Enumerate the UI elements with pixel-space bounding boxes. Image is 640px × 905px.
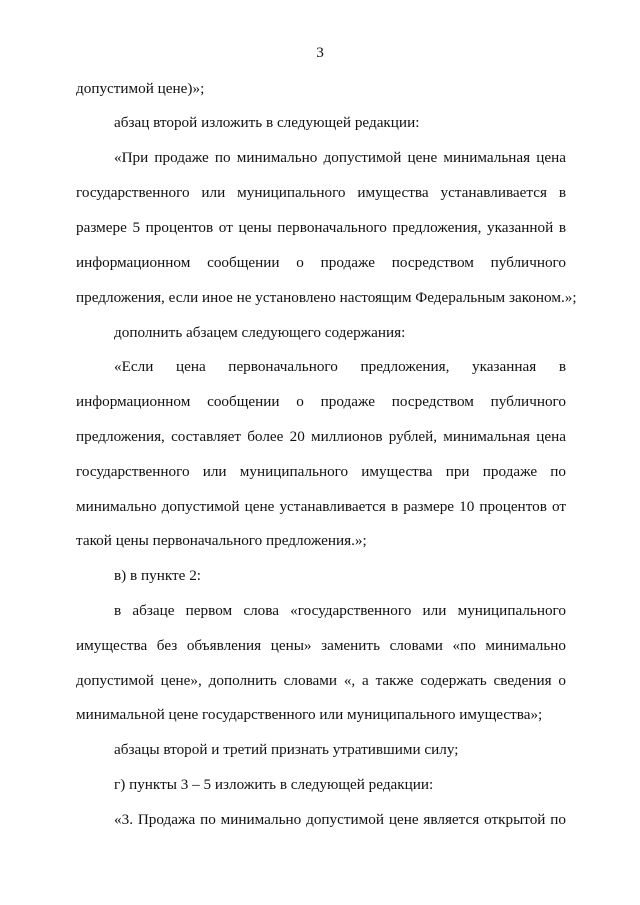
text-line: в) в пункте 2:: [114, 567, 202, 584]
text-line: «Если цена первоначального предложения, указанная в: [114, 358, 566, 375]
text-line: минимально допустимой цене устанавливается в размере 10 процентов от: [76, 498, 566, 515]
text-line: минимальной цене государственного или муниципального имущества»;: [76, 706, 543, 723]
text-line: государственного или муниципального имущества устанавливается в: [76, 184, 566, 201]
text-line: допустимой цене)»;: [76, 80, 205, 97]
text-line: «3. Продажа по минимально допустимой цене является открытой по: [114, 811, 566, 828]
text-line: «При продаже по минимально допустимой цене минимальная цена: [114, 149, 566, 166]
text-line: в абзаце первом слова «государственного или муниципального: [114, 602, 566, 619]
text-line: г) пункты 3 – 5 изложить в следующей редакции:: [114, 776, 434, 793]
text-line: такой цены первоначального предложения.»;: [76, 532, 367, 549]
text-line: имущества без объявления цены» заменить словами «по минимально: [76, 637, 566, 654]
text-line: абзац второй изложить в следующей редакции:: [114, 114, 420, 131]
page-number: 3: [316, 44, 324, 61]
text-line: предложения, если иное не установлено настоящим Федеральным законом.»;: [76, 289, 577, 306]
text-line: абзацы второй и третий признать утратившими силу;: [114, 741, 459, 758]
text-line: государственного или муниципального имущества при продаже по: [76, 463, 566, 480]
text-line: предложения, составляет более 20 миллионов рублей, минимальная цена: [76, 428, 566, 445]
text-line: размере 5 процентов от цены первоначального предложения, указанной в: [76, 219, 566, 236]
text-line: допустимой цене», дополнить словами «, а также содержать сведения о: [76, 672, 566, 689]
text-line: информационном сообщении о продаже посредством публичного: [76, 254, 566, 271]
text-line: дополнить абзацем следующего содержания:: [114, 324, 406, 341]
text-line: информационном сообщении о продаже посредством публичного: [76, 393, 566, 410]
